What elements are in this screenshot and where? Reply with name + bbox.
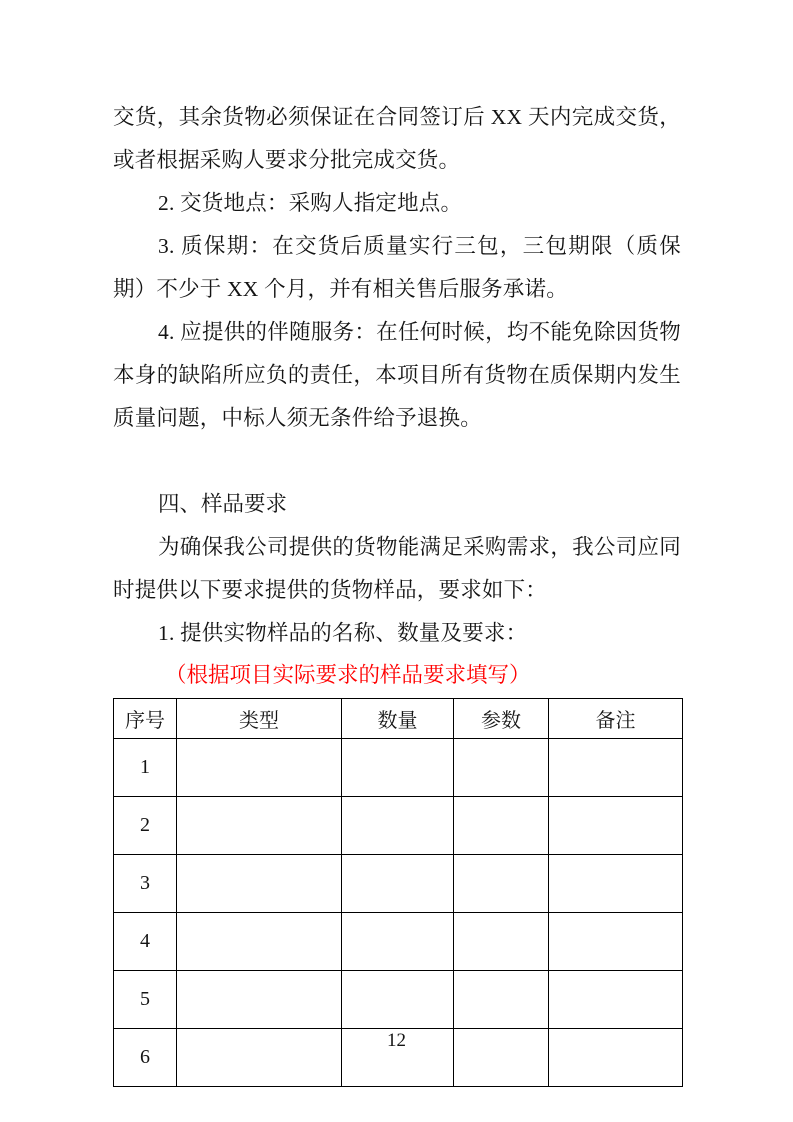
cell-type[interactable] (177, 739, 342, 797)
cell-type[interactable] (177, 797, 342, 855)
section-heading-sample-requirements: 四、样品要求 (158, 492, 288, 516)
table-row (114, 913, 683, 971)
cell-seq: 3 (114, 855, 177, 913)
cell-note[interactable] (549, 971, 683, 1029)
table-header-type: 类型 (177, 699, 342, 739)
paragraph-spacer (113, 440, 681, 483)
cell-qty[interactable] (342, 797, 454, 855)
cell-seq: 4 (114, 913, 177, 971)
sample-requirements-table (113, 698, 683, 1087)
cell-param[interactable] (454, 855, 549, 913)
cell-qty[interactable] (342, 739, 454, 797)
cell-qty[interactable] (342, 971, 454, 1029)
page-number: 12 (387, 1030, 406, 1051)
cell-seq: 2 (114, 797, 177, 855)
paragraph-sample-item-1: 1. 提供实物样品的名称、数量及要求： (158, 621, 528, 645)
cell-type[interactable] (177, 971, 342, 1029)
table-header-seq: 序号 (114, 699, 177, 739)
paragraph-warranty-period: 3. 质保期：在交货后质量实行三包，三包期限（质保期）不少于 XX 个月，并有相关售后服务承诺。 (113, 234, 681, 301)
cell-note[interactable] (549, 739, 683, 797)
table-header-note: 备注 (549, 699, 683, 739)
cell-note[interactable] (549, 855, 683, 913)
table-header-qty: 数量 (342, 699, 454, 739)
cell-param[interactable] (454, 971, 549, 1029)
cell-qty[interactable] (342, 913, 454, 971)
document-body (113, 96, 681, 1087)
table-row (114, 971, 683, 1029)
table-row (114, 797, 683, 855)
cell-seq: 6 (114, 1029, 177, 1087)
cell-qty[interactable] (342, 855, 454, 913)
table-row (114, 855, 683, 913)
paragraph-delivery-continuation: 交货，其余货物必须保证在合同签订后 XX 天内完成交货，或者根据采购人要求分批完成交货。 (113, 105, 681, 172)
cell-seq: 1 (114, 739, 177, 797)
cell-param[interactable] (454, 797, 549, 855)
cell-param[interactable] (454, 739, 549, 797)
cell-seq: 5 (114, 971, 177, 1029)
paragraph-accompanying-services: 4. 应提供的伴随服务：在任何时候，均不能免除因货物本身的缺陷所应负的责任，本项目所有货物在质保期内发生质量问题，中标人须无条件给予退换。 (113, 320, 681, 430)
cell-param[interactable] (454, 913, 549, 971)
table-header-row (114, 699, 683, 739)
cell-type[interactable] (177, 855, 342, 913)
cell-note[interactable] (549, 913, 683, 971)
paragraph-sample-intro: 为确保我公司提供的货物能满足采购需求，我公司应同时提供以下要求提供的货物样品，要求如下： (113, 535, 681, 602)
paragraph-delivery-location: 2. 交货地点：采购人指定地点。 (158, 191, 463, 215)
cell-note[interactable] (549, 797, 683, 855)
cell-type[interactable] (177, 913, 342, 971)
table-row (114, 739, 683, 797)
red-instruction-note: （根据项目实际要求的样品要求填写） (165, 663, 531, 687)
table-header-param: 参数 (454, 699, 549, 739)
